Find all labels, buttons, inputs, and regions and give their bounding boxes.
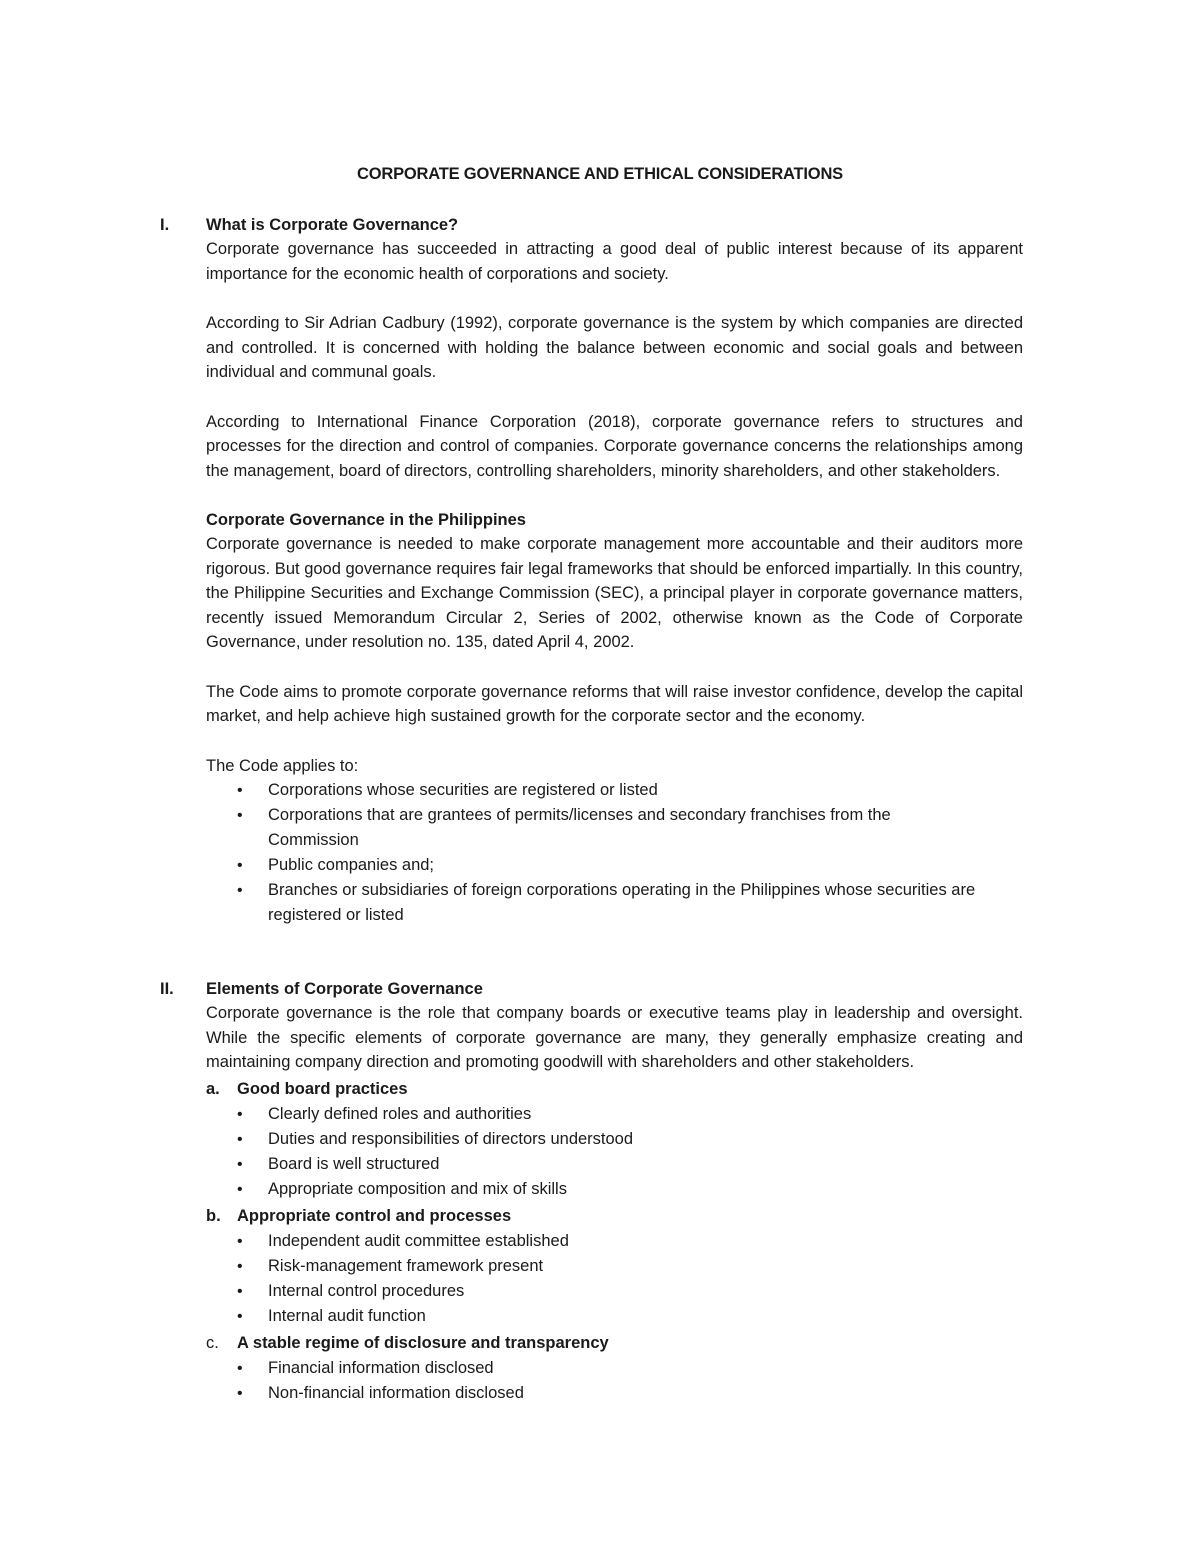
philippines-paragraph: Corporate governance is needed to make corporate management more accountable and their auditors more rigorous. But good governance requires fair legal frameworks that should be enforced impartially. In this country, the Philippine Securities and Exchange Commission (SEC), a principal player in corporate governance matters, recently issued Memorandum Circular 2, Series of 2002, otherwise known as the Code of Corporate Governance, under resolution no. 135, dated April 4, 2002. [206,535,1023,651]
list-item: • Internal audit function [237,1304,1023,1329]
philippines-subheading: Corporate Governance in the Philippines [206,511,526,529]
subsection-label: a. [206,1079,220,1098]
list-item: • Non-financial information disclosed [237,1381,1023,1406]
section-1-body [206,213,1023,928]
list-item: • Board is well structured [237,1152,1023,1177]
subsection-list [206,1229,1023,1329]
philippines-paragraph: The Code aims to promote corporate governance reforms that will raise investor confidence, develop the capital market, and help achieve high sustained growth for the corporate sector and the economy. [206,682,1023,725]
subsection-control-processes [206,1204,1023,1329]
section-2-number: II. [160,980,174,998]
list-item: • Clearly defined roles and authorities [237,1102,1023,1127]
section-2-body [206,977,1023,1406]
section-2-heading: Elements of Corporate Governance [206,980,483,998]
subsection-title: Appropriate control and processes [237,1206,512,1225]
list-item: • Branches or subsidiaries of foreign corporations operating in the Philippines whose securities are registered or listed [237,878,1023,928]
section-2 [160,977,1030,1406]
section-1-paragraph: According to International Finance Corporation (2018), corporate governance refers to structures and processes for the direction and control of companies. Corporate governance concerns the relationships among the management, board of directors, controlling shareholders, minority shareholders, and other stakeholders. [206,412,1023,480]
list-item: • Internal control procedures [237,1279,1023,1304]
list-item: • Financial information disclosed [237,1356,1023,1381]
section-1-paragraph: Corporate governance has succeeded in attracting a good deal of public interest because of its apparent importance for the economic health of corporations and society. [206,240,1023,283]
list-item: • Corporations whose securities are registered or listed [237,778,1023,803]
code-applies-list [206,778,1023,928]
document-title: CORPORATE GOVERNANCE AND ETHICAL CONSIDERATIONS [357,165,843,183]
list-item: • Appropriate composition and mix of skills [237,1177,1023,1202]
subsection-list [206,1102,1023,1202]
subsection-list [206,1356,1023,1406]
subsection-title: A stable regime of disclosure and transparency [237,1333,609,1352]
list-item: • Risk-management framework present [237,1254,1023,1279]
subsection-label: c. [206,1333,219,1352]
section-1-heading: What is Corporate Governance? [206,216,459,234]
section-1-number: I. [160,216,170,234]
list-item: • Public companies and; [237,853,1023,878]
section-1-paragraph: According to Sir Adrian Cadbury (1992), corporate governance is the system by which companies are directed and controlled. It is concerned with holding the balance between economic and social goals and between individual and communal goals. [206,314,1023,381]
subsection-title: Good board practices [237,1079,408,1098]
list-item: • Corporations that are grantees of permits/licenses and secondary franchises from the Commission [237,803,908,853]
section-2-paragraph: Corporate governance is the role that company boards or executive teams play in leadership and oversight. While the specific elements of corporate governance are many, they generally emphasize creating and maintaining company direction and promoting goodwill with shareholders and other stakeholders. [206,1004,1023,1071]
section-1 [160,213,1030,928]
list-item: • Independent audit committee established [237,1229,1023,1254]
subsection-good-board-practices [206,1077,1023,1202]
list-item: • Duties and responsibilities of directors understood [237,1127,1023,1152]
subsection-label: b. [206,1206,221,1225]
code-applies-intro: The Code applies to: [206,756,359,775]
subsection-disclosure-transparency [206,1331,1023,1406]
